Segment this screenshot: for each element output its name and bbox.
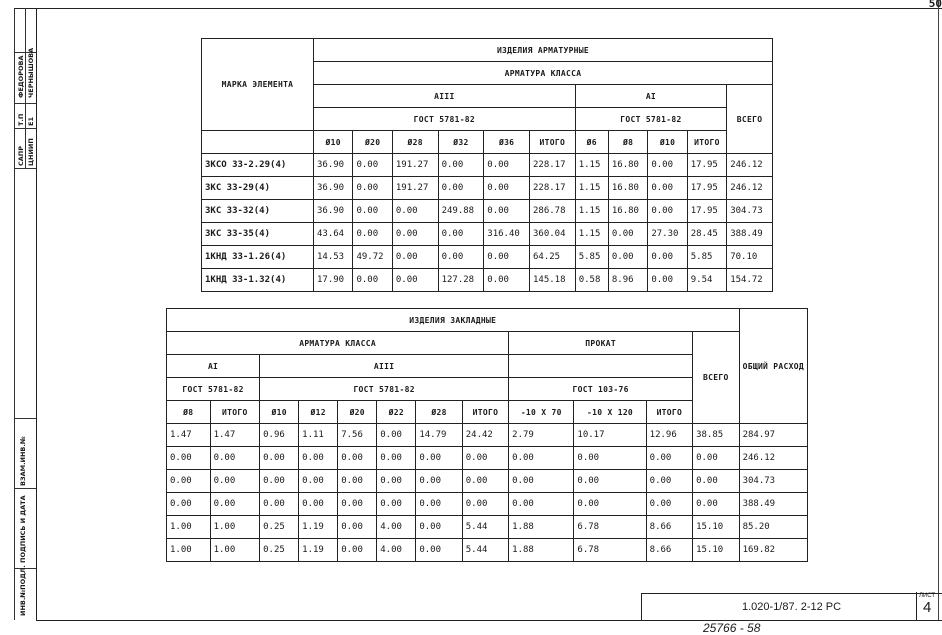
table-cell: 15.10	[693, 516, 740, 539]
table-cell: 191.27	[392, 154, 438, 177]
table-cell: 1.88	[509, 539, 574, 562]
table-cell: 0.00	[438, 177, 484, 200]
table-cell: 0.00	[377, 470, 416, 493]
table-cell: 0.00	[299, 447, 338, 470]
table-cell: 5.85	[575, 246, 608, 269]
table-cell: 27.30	[648, 223, 687, 246]
class-title: АРМАТУРА КЛАССА	[167, 332, 509, 355]
table-cell: 246.12	[739, 447, 807, 470]
table-row	[167, 470, 808, 493]
table-cell: 0.00	[416, 539, 462, 562]
frame-top-line	[14, 8, 942, 9]
table-cell: 0.00	[416, 447, 462, 470]
row-mark: ЗКСО 33-2.29(4)	[202, 154, 314, 177]
table-cell: 17.95	[687, 154, 726, 177]
document-code: 1.020-1/87. 2-12 PC	[742, 601, 842, 613]
col-header: Ø8	[167, 401, 211, 424]
table-cell: 284.97	[739, 424, 807, 447]
archive-number: 25766 - 58	[703, 621, 761, 635]
sheet-box	[916, 592, 942, 621]
table-cell: 1.00	[210, 516, 260, 539]
table-cell: 0.96	[260, 424, 299, 447]
group-title: ИЗДЕЛИЯ АРМАТУРНЫЕ	[314, 39, 773, 62]
table-cell: 2.79	[509, 424, 574, 447]
table-cell: 10.17	[574, 424, 646, 447]
table-cell: 1.19	[299, 539, 338, 562]
table-cell: 85.20	[739, 516, 807, 539]
stamp-label-podpis: ПОДПИСЬ И ДАТА	[19, 495, 27, 563]
table-row	[167, 424, 808, 447]
col-header: Ø28	[392, 131, 438, 154]
class-title: АРМАТУРА КЛАССА	[314, 62, 773, 85]
table-cell: 191.27	[392, 177, 438, 200]
row-mark: 1КНД 33-1.32(4)	[202, 269, 314, 292]
col-header: ИТОГО	[646, 401, 692, 424]
table-cell: 1.00	[210, 539, 260, 562]
table-cell: 1.15	[575, 200, 608, 223]
table-cell: 0.00	[438, 154, 484, 177]
table-row	[202, 223, 773, 246]
table-row	[167, 447, 808, 470]
table-cell: 17.95	[687, 177, 726, 200]
table-cell: 0.00	[693, 447, 740, 470]
row-mark: ЗКС 33-29(4)	[202, 177, 314, 200]
col-header: ИТОГО	[210, 401, 260, 424]
side-stamp	[14, 8, 36, 620]
table-cell: 16.80	[608, 200, 647, 223]
table-cell: 360.04	[529, 223, 575, 246]
table-cell: 36.90	[314, 200, 353, 223]
table-cell: 24.42	[462, 424, 508, 447]
corner-number: 50	[928, 0, 942, 10]
table-cell: 16.80	[608, 154, 647, 177]
frame-right-line	[938, 0, 939, 620]
table-cell: 0.00	[416, 516, 462, 539]
table-cell: 0.00	[509, 447, 574, 470]
table-cell: 17.95	[687, 200, 726, 223]
table-cell: 0.00	[210, 447, 260, 470]
table-cell: 0.00	[353, 223, 392, 246]
table-cell: 0.00	[260, 447, 299, 470]
reinforcement-products-table	[201, 38, 773, 292]
table-cell: 0.00	[167, 470, 211, 493]
table-cell: 1.15	[575, 177, 608, 200]
table-cell: 0.00	[377, 447, 416, 470]
table-cell: 0.00	[338, 493, 377, 516]
table-cell: 0.00	[648, 246, 687, 269]
embedded-products-table	[166, 308, 808, 562]
table-cell: 16.80	[608, 177, 647, 200]
sheet-number: 4	[923, 599, 932, 616]
table-cell: 0.00	[462, 447, 508, 470]
sheet-label: ЛИСТ	[919, 593, 936, 599]
table-cell: 0.00	[416, 470, 462, 493]
ai-header: AI	[575, 85, 727, 108]
gost-ai: ГОСТ 5781-82	[575, 108, 727, 131]
stamp-label-ch: ЧЕРНЫШОВА	[27, 47, 35, 98]
table-cell: 0.00	[167, 493, 211, 516]
table-cell: 246.12	[727, 154, 773, 177]
table-cell: 228.17	[529, 154, 575, 177]
table-cell: 388.49	[727, 223, 773, 246]
table-row	[167, 516, 808, 539]
mark-header: МАРКА ЭЛЕМЕНТА	[202, 39, 314, 131]
table-cell: 0.00	[462, 470, 508, 493]
table-cell: 5.44	[462, 516, 508, 539]
table-cell: 0.00	[646, 470, 692, 493]
table-cell: 0.00	[484, 269, 530, 292]
table-cell: 4.00	[377, 516, 416, 539]
table-cell: 8.66	[646, 516, 692, 539]
col-header: Ø32	[438, 131, 484, 154]
table-cell: 0.00	[608, 223, 647, 246]
col-header: Ø8	[608, 131, 647, 154]
table-cell: 0.00	[299, 493, 338, 516]
table-cell: 0.00	[438, 223, 484, 246]
table-cell: 0.00	[353, 177, 392, 200]
table-cell: 0.00	[646, 493, 692, 516]
row-mark: ЗКС 33-32(4)	[202, 200, 314, 223]
gost-aiii: ГОСТ 5781-82	[314, 108, 576, 131]
table-cell: 0.00	[608, 246, 647, 269]
table1-body	[202, 154, 773, 292]
table-cell: 304.73	[727, 200, 773, 223]
table-cell: 0.00	[392, 246, 438, 269]
aiii-header: AIII	[314, 85, 576, 108]
table-cell: 1.00	[167, 539, 211, 562]
stamp-label-inv: ИНВ.№ПОДЛ.	[19, 565, 27, 616]
table-cell: 0.00	[484, 246, 530, 269]
table-cell: 0.00	[338, 516, 377, 539]
ai-header: AI	[167, 355, 260, 378]
table-cell: 49.72	[353, 246, 392, 269]
stamp-label-sapr: САПР	[17, 145, 25, 166]
table-cell: 0.00	[693, 493, 740, 516]
table-cell: 316.40	[484, 223, 530, 246]
col-header: Ø10	[648, 131, 687, 154]
row-mark: 1КНД 33-1.26(4)	[202, 246, 314, 269]
table-cell: 0.00	[392, 269, 438, 292]
aiii-header: AIII	[260, 355, 509, 378]
table-cell: 286.78	[529, 200, 575, 223]
row-mark: ЗКС 33-35(4)	[202, 223, 314, 246]
table-cell: 0.00	[260, 493, 299, 516]
table-cell: 0.00	[416, 493, 462, 516]
col-header: Ø28	[416, 401, 462, 424]
table-cell: 17.90	[314, 269, 353, 292]
table-cell: 154.72	[727, 269, 773, 292]
total-header: ВСЕГО	[727, 85, 773, 154]
col-header: -10 X 70	[509, 401, 574, 424]
table-cell: 304.73	[739, 470, 807, 493]
col-header: Ø12	[299, 401, 338, 424]
table-cell: 6.78	[574, 539, 646, 562]
overall-header: ОБЩИЙ РАСХОД	[739, 309, 807, 424]
stamp-label-tsniip: ЦНИИП	[27, 138, 35, 166]
table-cell: 0.00	[167, 447, 211, 470]
table-cell: 8.66	[646, 539, 692, 562]
table-cell: 0.00	[648, 269, 687, 292]
table-row	[167, 539, 808, 562]
stamp-label-ts: ФЕДОРОВА	[17, 55, 25, 98]
table-row	[202, 246, 773, 269]
total-header: ВСЕГО	[693, 332, 740, 424]
table-cell: 0.00	[509, 470, 574, 493]
table-cell: 1.15	[575, 223, 608, 246]
col-header: -10 X 120	[574, 401, 646, 424]
table-cell: 5.85	[687, 246, 726, 269]
table2-body	[167, 424, 808, 562]
table-cell: 127.28	[438, 269, 484, 292]
table-row	[202, 177, 773, 200]
col-header: Ø20	[353, 131, 392, 154]
table-cell: 1.47	[167, 424, 211, 447]
table-row	[202, 269, 773, 292]
table-cell: 0.00	[693, 470, 740, 493]
table-row	[202, 154, 773, 177]
table-cell: 0.00	[392, 200, 438, 223]
table-cell: 5.44	[462, 539, 508, 562]
table-cell: 1.11	[299, 424, 338, 447]
table-cell: 145.18	[529, 269, 575, 292]
table-cell: 169.82	[739, 539, 807, 562]
table-cell: 0.00	[210, 493, 260, 516]
table-cell: 38.85	[693, 424, 740, 447]
table-cell: 0.00	[338, 470, 377, 493]
col-header: Ø22	[377, 401, 416, 424]
table-cell: 7.56	[338, 424, 377, 447]
table-cell: 43.64	[314, 223, 353, 246]
table-cell: 6.78	[574, 516, 646, 539]
stamp-label-tp: Т.П	[17, 113, 25, 126]
table-cell: 0.00	[210, 470, 260, 493]
table-cell: 0.00	[338, 447, 377, 470]
table-cell: 1.19	[299, 516, 338, 539]
table-cell: 0.00	[648, 154, 687, 177]
table-cell: 0.00	[377, 493, 416, 516]
table-cell: 0.00	[574, 493, 646, 516]
table-cell: 0.00	[648, 177, 687, 200]
table-cell: 0.00	[377, 424, 416, 447]
table-cell: 0.00	[484, 177, 530, 200]
table-cell: 0.00	[438, 246, 484, 269]
col-header: Ø10	[260, 401, 299, 424]
stamp-label-vzam: ВЗАМ.ИНВ.№	[19, 436, 27, 486]
table-cell: 0.00	[392, 223, 438, 246]
table-cell: 0.00	[462, 493, 508, 516]
table-cell: 0.00	[484, 154, 530, 177]
table-cell: 1.15	[575, 154, 608, 177]
table-cell: 0.00	[260, 470, 299, 493]
table-cell: 14.79	[416, 424, 462, 447]
col-header: ИТОГО	[529, 131, 575, 154]
table-cell: 0.00	[574, 447, 646, 470]
table-cell: 0.00	[509, 493, 574, 516]
table-cell: 64.25	[529, 246, 575, 269]
group-title: ИЗДЕЛИЯ ЗАКЛАДНЫЕ	[167, 309, 740, 332]
table-cell: 0.00	[353, 269, 392, 292]
table-cell: 0.00	[353, 154, 392, 177]
table-cell: 0.58	[575, 269, 608, 292]
table-cell: 8.96	[608, 269, 647, 292]
col-header: Ø20	[338, 401, 377, 424]
col-header: Ø36	[484, 131, 530, 154]
table-cell: 70.10	[727, 246, 773, 269]
gost-prokat: ГОСТ 103-76	[509, 378, 693, 401]
table-cell: 0.00	[648, 200, 687, 223]
table-cell: 12.96	[646, 424, 692, 447]
table-cell: 0.00	[299, 470, 338, 493]
table-cell: 9.54	[687, 269, 726, 292]
table-cell: 4.00	[377, 539, 416, 562]
col-header: Ø6	[575, 131, 608, 154]
prokat-header: ПРОКАТ	[509, 332, 693, 355]
table-row	[167, 493, 808, 516]
table-cell: 0.00	[646, 447, 692, 470]
table-row	[202, 200, 773, 223]
table-cell: 0.00	[484, 200, 530, 223]
table-cell: 249.88	[438, 200, 484, 223]
col-header: Ø10	[314, 131, 353, 154]
table-cell: 246.12	[727, 177, 773, 200]
gost-ai: ГОСТ 5781-82	[167, 378, 260, 401]
table-cell: 36.90	[314, 177, 353, 200]
table-cell: 28.45	[687, 223, 726, 246]
table-cell: 388.49	[739, 493, 807, 516]
table-cell: 1.88	[509, 516, 574, 539]
table-cell: 1.00	[167, 516, 211, 539]
table-cell: 15.10	[693, 539, 740, 562]
table-cell: 36.90	[314, 154, 353, 177]
table-cell: 1.47	[210, 424, 260, 447]
table-cell: 0.00	[353, 200, 392, 223]
gost-aiii: ГОСТ 5781-82	[260, 378, 509, 401]
table-cell: 228.17	[529, 177, 575, 200]
table-cell: 0.00	[338, 539, 377, 562]
col-header: ИТОГО	[687, 131, 726, 154]
table-cell: 0.25	[260, 516, 299, 539]
col-header: ИТОГО	[462, 401, 508, 424]
title-block	[641, 593, 942, 621]
table-cell: 0.25	[260, 539, 299, 562]
table-cell: 14.53	[314, 246, 353, 269]
stamp-label-e1: Е1	[27, 117, 35, 126]
table-cell: 0.00	[574, 470, 646, 493]
